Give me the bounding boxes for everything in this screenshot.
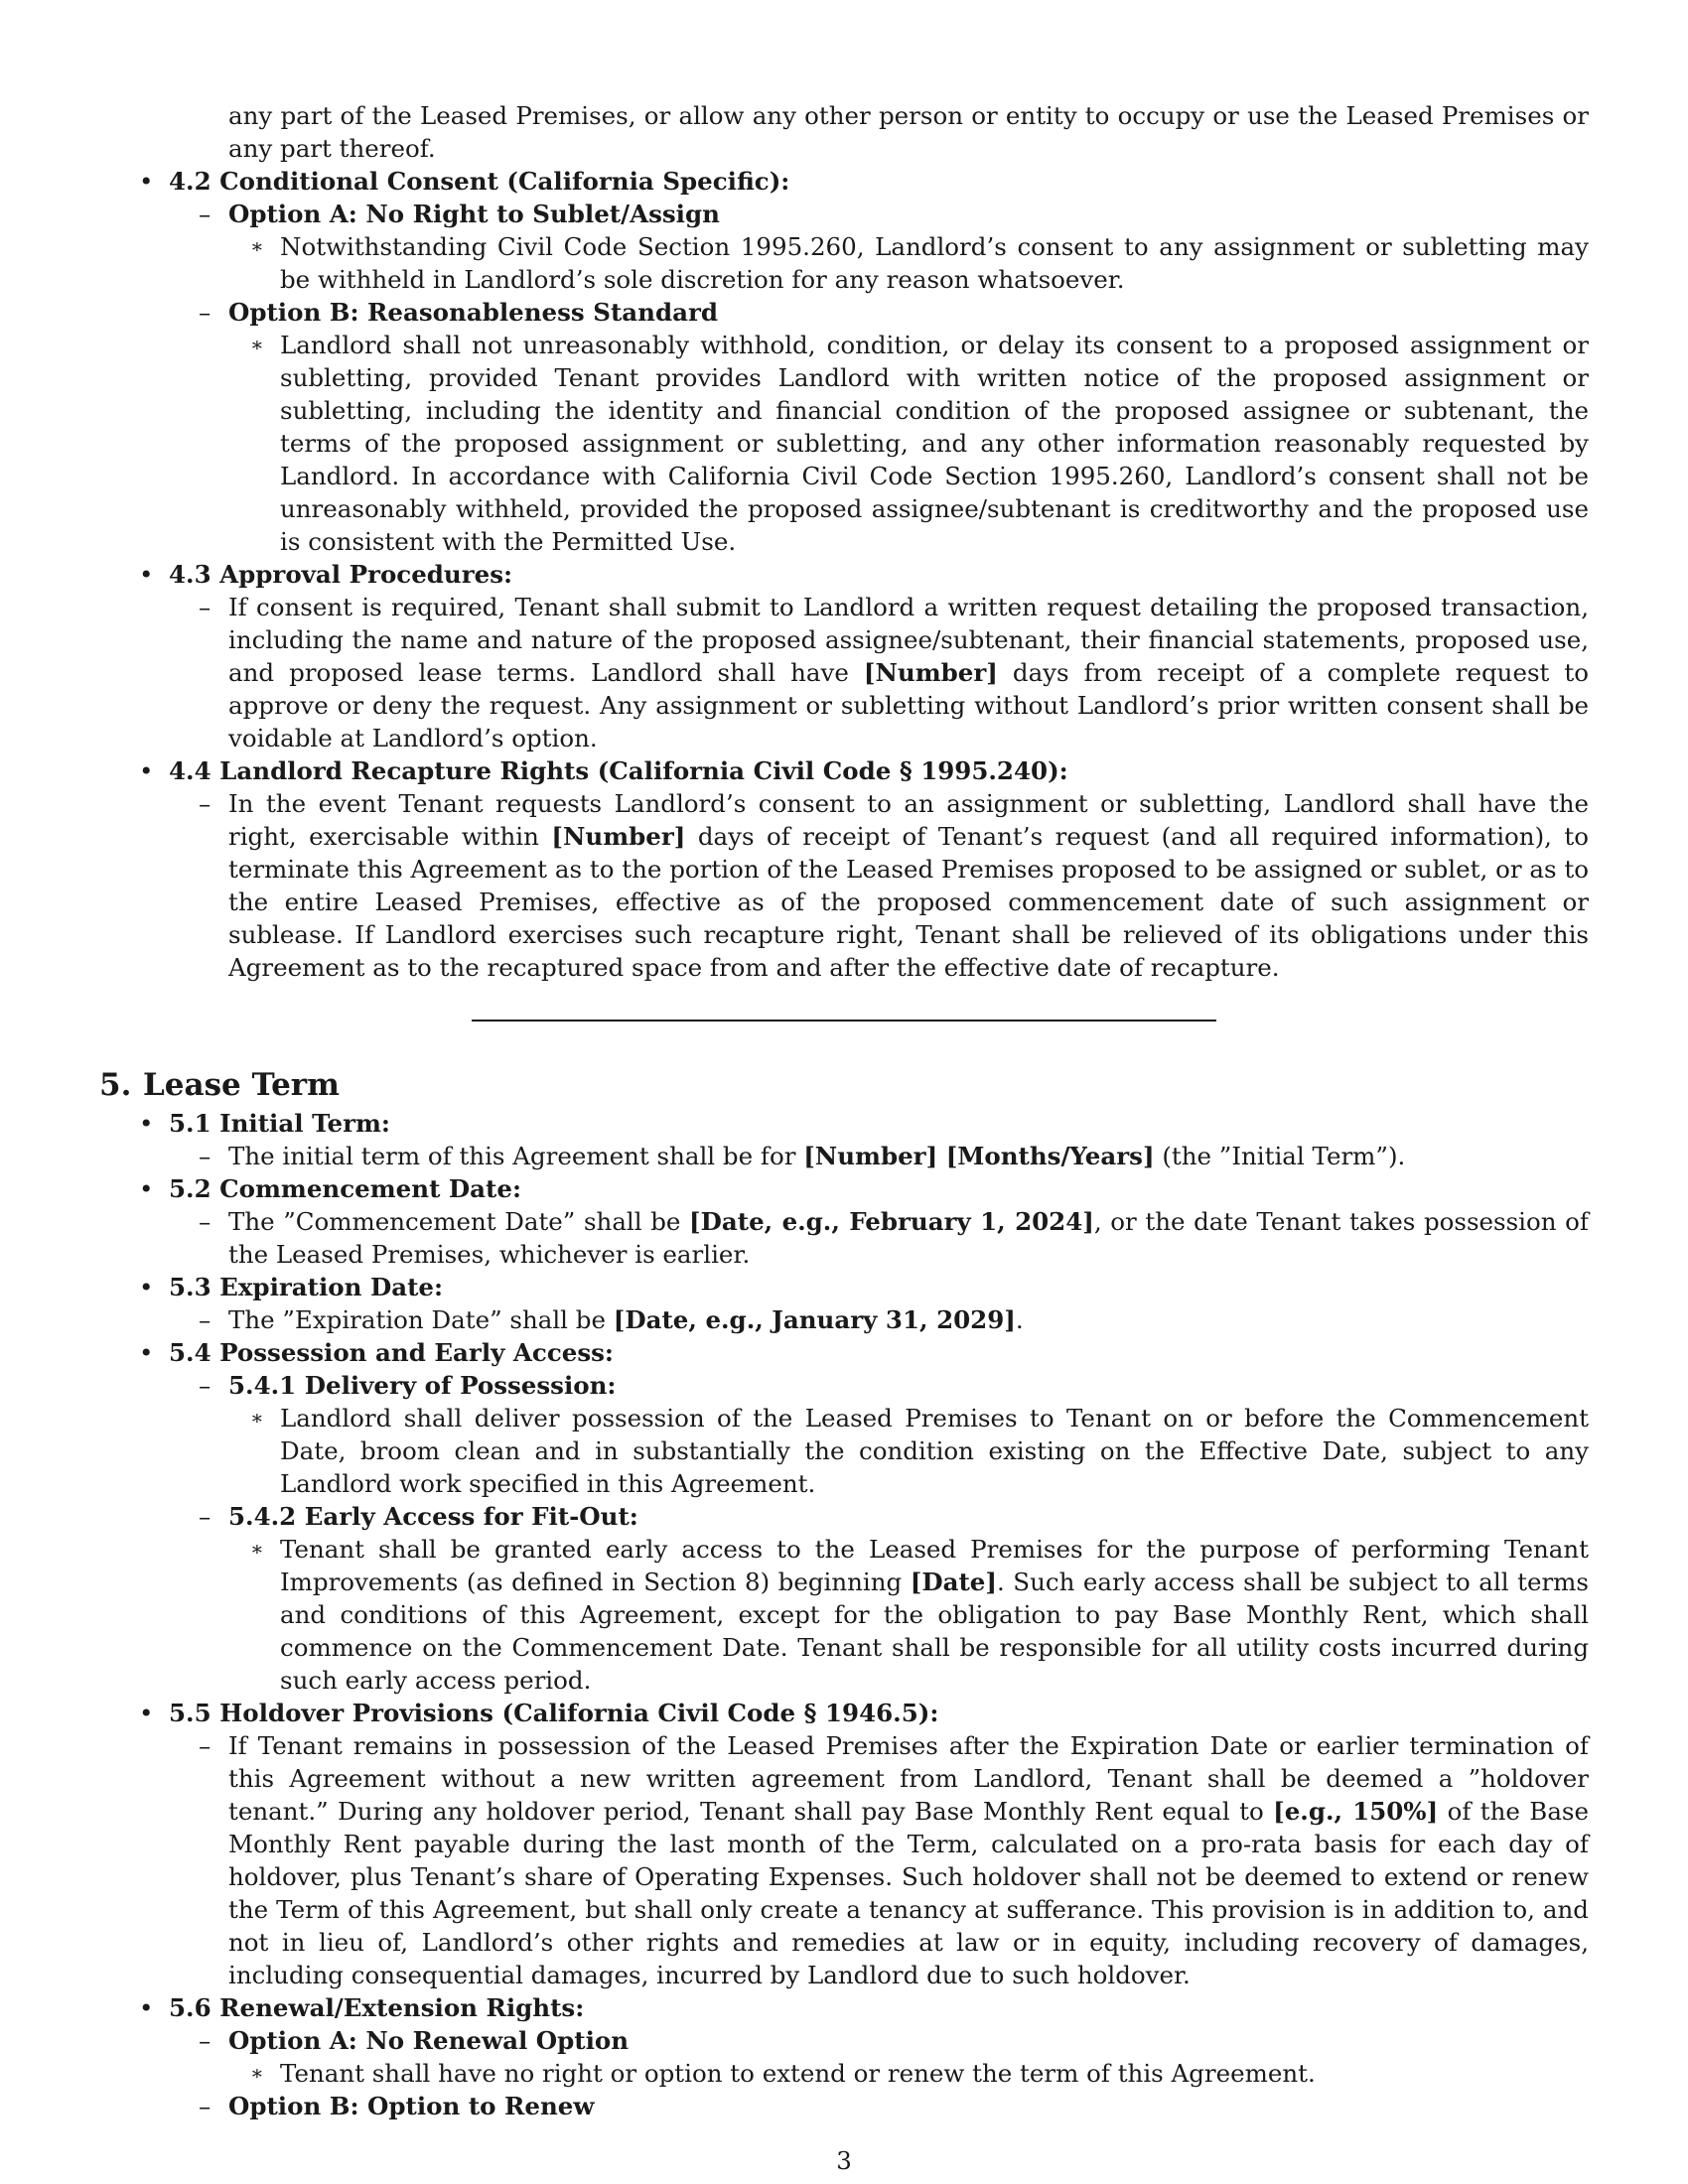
clause-4-2: [99, 165, 1589, 198]
subclause-heading: 5.4.1 Delivery of Possession:: [228, 1371, 617, 1400]
clause-4-3: [99, 558, 1589, 591]
bullet-marker: •: [139, 1993, 154, 2022]
bullet-marker: •: [139, 1273, 154, 1301]
bullet-marker: •: [139, 756, 154, 785]
clause-5-3-text: [99, 1303, 1589, 1336]
clause-heading: 5.6 Renewal/Extension Rights:: [169, 1993, 585, 2022]
continued-paragraph: any part of the Leased Premises, or allow any other person or entity to occupy or use the Leased Premises or any part thereof.: [228, 101, 1589, 163]
placeholder-field: [Number] [Months/Years]: [803, 1142, 1155, 1170]
clause-5-1-text: [99, 1140, 1589, 1172]
option-a-text: [99, 230, 1589, 296]
clause-text: The initial term of this Agreement shall be for: [228, 1142, 804, 1170]
renewal-option-a-text: [99, 2057, 1589, 2090]
clause-text: The ”Expiration Date” shall be: [228, 1305, 614, 1334]
clause-4-4-text: [99, 787, 1589, 984]
placeholder-field: [Date, e.g., January 31, 2029]: [613, 1305, 1016, 1334]
clause-5-4-1-text: [99, 1402, 1589, 1500]
page-number: 3: [836, 2146, 852, 2175]
section-4-list: [99, 165, 1589, 984]
section-5-heading: [99, 1065, 1589, 1105]
subclause-heading: 5.4.2 Early Access for Fit-Out:: [228, 1502, 638, 1531]
clause-text: days from receipt of a complete request to approve or deny the request. Any assignment or subletting without Landlord’s prior written consent shall be voidable at Landlord’s option.: [228, 658, 1589, 752]
renewal-option-b: [99, 2090, 1589, 2122]
clause-5-2-text: [99, 1205, 1589, 1271]
clause-5-1: [99, 1107, 1589, 1140]
bullet-marker: •: [139, 1174, 154, 1203]
bullet-marker: •: [139, 560, 154, 589]
star-marker: ∗: [250, 1537, 264, 1561]
clause-text: . Such early access shall be subject to all terms and conditions of this Agreement, except for the obligation to pay Base Monthly Rent, which shall commence on the Commencement Date. Tenant shall be responsible for all utility costs incurred during such early access period.: [280, 1568, 1589, 1695]
clause-5-4-2: [99, 1500, 1589, 1533]
dash-marker: –: [199, 1207, 211, 1236]
star-marker: ∗: [250, 234, 264, 258]
clause-heading: 5.2 Commencement Date:: [169, 1174, 521, 1203]
bullet-marker: •: [139, 1699, 154, 1727]
clause-text: If consent is required, Tenant shall submit to Landlord a written request detailing the proposed transaction, including the name and nature of the proposed assignee/subtenant, their financial statements, proposed use, and proposed lease terms. Landlord shall have: [228, 593, 1589, 687]
section-divider: [472, 1020, 1216, 1022]
option-b-text: [99, 329, 1589, 558]
clause-5-5-text: [99, 1729, 1589, 1991]
renewal-option-a: [99, 2024, 1589, 2057]
clause-text: .: [1015, 1305, 1024, 1334]
clause-text: Tenant shall be granted early access to the Leased Premises for the purpose of performing Tenant Improvements (as defined in Section 8) beginning: [280, 1535, 1589, 1596]
option-heading: Option B: Reasonableness Standard: [228, 298, 718, 327]
clause-heading: 4.3 Approval Procedures:: [169, 560, 513, 589]
clause-text: Tenant shall have no right or option to extend or renew the term of this Agreement.: [280, 2059, 1316, 2088]
clause-5-4-1: [99, 1369, 1589, 1402]
star-marker: ∗: [250, 2061, 264, 2085]
dash-marker: –: [199, 2092, 211, 2120]
clause-text: Landlord shall deliver possession of the Leased Premises to Tenant on or before the Commencement Date, broom clean and in substantially the condition existing on the Effective Date, subject to any Landlord work specified in this Agreement.: [280, 1404, 1589, 1498]
option-heading: Option A: No Right to Sublet/Assign: [228, 200, 720, 228]
clause-text: If Tenant remains in possession of the Leased Premises after the Expiration Date or earlier termination of this Agreement without a new written agreement from Landlord, Tenant shall be deemed a ”holdover tenant.” During any holdover period, Tenant shall pay Base Monthly Rent equal to: [228, 1731, 1589, 1826]
dash-marker: –: [199, 1731, 211, 1760]
clause-text: The ”Commencement Date” shall be: [228, 1207, 690, 1236]
clause-4-3-text: [99, 591, 1589, 754]
clause-text: , or the date Tenant takes possession of the Leased Premises, whichever is earlier.: [228, 1207, 1589, 1269]
placeholder-field: [Number]: [551, 822, 686, 851]
clause-5-5: [99, 1697, 1589, 1729]
placeholder-field: [Number]: [863, 658, 998, 687]
section-5-list: [99, 1107, 1589, 2122]
section-title: Lease Term: [143, 1067, 340, 1103]
dash-marker: –: [199, 298, 211, 327]
clause-5-3: [99, 1271, 1589, 1303]
star-marker: ∗: [250, 1406, 264, 1430]
placeholder-field: [e.g., 150%]: [1273, 1797, 1439, 1826]
page-content: [99, 99, 1589, 2122]
clause-text: days of receipt of Tenant’s request (and all required information), to terminate this Agreement as to the portion of the Leased Premises proposed to be assigned or sublet, or as to the entire Leased Premises, effective as of the proposed commencement date of such assignment or sublease. If Landlord exercises such recapture right, Tenant shall be relieved of its obligations under this Agreement as to the recaptured space from and after the effective date of recapture.: [228, 822, 1589, 982]
dash-marker: –: [199, 593, 211, 621]
clause-5-2: [99, 1172, 1589, 1205]
bullet-marker: •: [139, 1338, 154, 1367]
clause-4-4: [99, 754, 1589, 787]
clause-heading: 4.2 Conditional Consent (California Specific):: [169, 167, 790, 196]
clause-text: Landlord shall not unreasonably withhold, condition, or delay its consent to a proposed assignment or subletting, provided Tenant provides Landlord with written notice of the proposed assignment or subletting, including the identity and financial condition of the proposed assignee or subtenant, the terms of the proposed assignment or subletting, and any other information reasonably requested by Landlord. In accordance with California Civil Code Section 1995.260, Landlord’s consent shall not be unreasonably withheld, provided the proposed assignee/subtenant is creditworthy and the proposed use is consistent with the Permitted Use.: [280, 331, 1589, 556]
clause-heading: 5.3 Expiration Date:: [169, 1273, 444, 1301]
clause-text: (the ”Initial Term”).: [1154, 1142, 1406, 1170]
clause-heading: 4.4 Landlord Recapture Rights (California Civil Code § 1995.240):: [169, 756, 1068, 785]
option-heading: Option A: No Renewal Option: [228, 2026, 630, 2055]
clause-heading: 5.4 Possession and Early Access:: [169, 1338, 614, 1367]
placeholder-field: [Date, e.g., February 1, 2024]: [689, 1207, 1094, 1236]
option-a-item: [99, 198, 1589, 230]
bullet-marker: •: [139, 1109, 154, 1138]
dash-marker: –: [199, 1502, 211, 1531]
clause-5-4: [99, 1336, 1589, 1369]
star-marker: ∗: [250, 333, 264, 356]
dash-marker: –: [199, 1371, 211, 1400]
section-number: 5.: [99, 1067, 132, 1103]
dash-marker: –: [199, 1142, 211, 1170]
placeholder-field: [Date]: [910, 1568, 997, 1596]
dash-marker: –: [199, 200, 211, 228]
dash-marker: –: [199, 789, 211, 818]
clause-5-4-2-text: [99, 1533, 1589, 1697]
clause-5-6: [99, 1991, 1589, 2024]
bullet-marker: •: [139, 167, 154, 196]
clause-text: In the event Tenant requests Landlord’s consent to an assignment or subletting, Landlord shall have the right, exercisable within: [228, 789, 1589, 851]
option-heading: Option B: Option to Renew: [228, 2092, 595, 2120]
clause-heading: 5.5 Holdover Provisions (California Civil Code § 1946.5):: [169, 1699, 939, 1727]
dash-marker: –: [199, 2026, 211, 2055]
clause-text: of the Base Monthly Rent payable during the last month of the Term, calculated on a pro-rata basis for each day of holdover, plus Tenant’s share of Operating Expenses. Such holdover shall not be deemed to extend or renew the Term of this Agreement, but shall only create a tenancy at sufferance. This provision is in addition to, and not in lieu of, Landlord’s other rights and remedies at law or in equity, including recovery of damages, including consequential damages, incurred by Landlord due to such holdover.: [228, 1797, 1589, 1989]
option-b-item: [99, 296, 1589, 329]
dash-marker: –: [199, 1305, 211, 1334]
clause-heading: 5.1 Initial Term:: [169, 1109, 390, 1138]
clause-text: Notwithstanding Civil Code Section 1995.260, Landlord’s consent to any assignment or subletting may be withheld in Landlord’s sole discretion for any reason whatsoever.: [280, 232, 1589, 294]
